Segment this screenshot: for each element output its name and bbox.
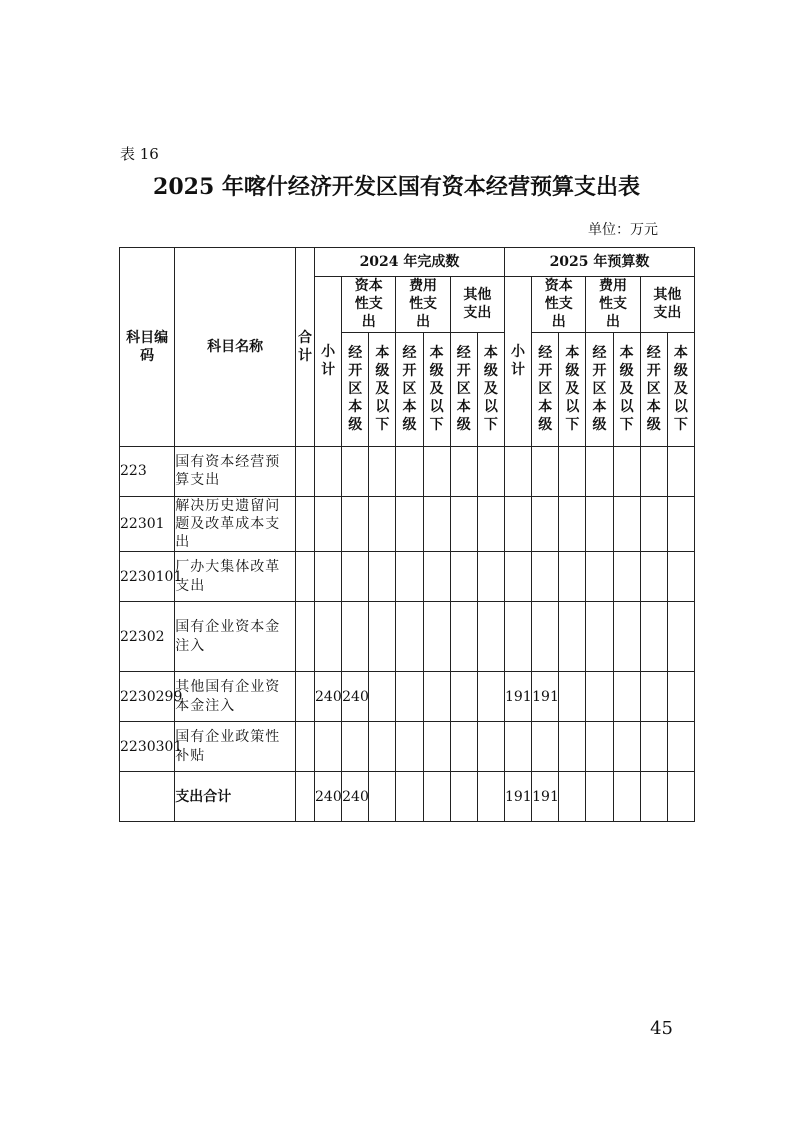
subject-code: 2230299: [120, 672, 175, 722]
value-cell-e25b: [613, 672, 640, 722]
value-cell-o25a: [640, 446, 667, 496]
value-cell-total: [295, 722, 314, 772]
header-zone-level: 经开区本级: [396, 332, 423, 446]
value-cell-e25b: [613, 552, 640, 602]
value-cell-e24b: [423, 722, 450, 772]
header-code: 科目编码: [120, 248, 175, 447]
value-cell-total: [295, 602, 314, 672]
value-cell-c24a: [342, 722, 369, 772]
header-zone-level: 经开区本级: [532, 332, 559, 446]
value-cell-total: [295, 672, 314, 722]
table-row: [120, 446, 695, 496]
value-cell-o24a: [450, 772, 477, 822]
value-cell-o25a: [640, 672, 667, 722]
value-cell-e25a: [586, 496, 613, 552]
value-cell-o25b: [667, 496, 694, 552]
value-cell-c25a: [532, 552, 559, 602]
value-cell-c25a: 191: [532, 772, 559, 822]
header-zone-level: 经开区本级: [586, 332, 613, 446]
header-2025: 2025 年预算数: [504, 248, 694, 277]
value-cell-o25a: [640, 496, 667, 552]
header-level-below: 本级及以下: [613, 332, 640, 446]
value-cell-s25: [504, 722, 531, 772]
value-cell-o24b: [477, 722, 504, 772]
value-cell-o25a: [640, 722, 667, 772]
budget-table: [119, 247, 695, 822]
table-row: [120, 496, 695, 552]
value-cell-o25b: [667, 602, 694, 672]
value-cell-e24b: [423, 672, 450, 722]
subject-code: [120, 772, 175, 822]
value-cell-e24a: [396, 446, 423, 496]
value-cell-e25a: [586, 446, 613, 496]
value-cell-o25b: [667, 672, 694, 722]
value-cell-s24: [315, 446, 342, 496]
value-cell-c24b: [369, 602, 396, 672]
value-cell-o25b: [667, 446, 694, 496]
value-cell-c25a: [532, 602, 559, 672]
value-cell-e24b: [423, 772, 450, 822]
value-cell-c25b: [559, 772, 586, 822]
value-cell-e25b: [613, 722, 640, 772]
value-cell-o24a: [450, 552, 477, 602]
subject-name: 国有资本经营预算支出: [175, 446, 296, 496]
value-cell-e25a: [586, 772, 613, 822]
value-cell-c24a: [342, 496, 369, 552]
value-cell-o24a: [450, 446, 477, 496]
value-cell-e24b: [423, 446, 450, 496]
value-cell-o24a: [450, 602, 477, 672]
subject-name: 厂办大集体改革支出: [175, 552, 296, 602]
value-cell-total: [295, 496, 314, 552]
subject-code: 22301: [120, 496, 175, 552]
header-level-below: 本级及以下: [423, 332, 450, 446]
header-name: 科目名称: [175, 248, 296, 447]
value-cell-s25: 191: [504, 772, 531, 822]
value-cell-s24: 240: [315, 672, 342, 722]
value-cell-o25a: [640, 552, 667, 602]
value-cell-e25a: [586, 722, 613, 772]
value-cell-c25a: [532, 496, 559, 552]
header-zone-level: 经开区本级: [342, 332, 369, 446]
value-cell-c25a: 191: [532, 672, 559, 722]
value-cell-c25a: [532, 446, 559, 496]
header-other-2025: 其他支出: [640, 277, 694, 333]
value-cell-e25b: [613, 772, 640, 822]
table-row: [120, 552, 695, 602]
value-cell-o25a: [640, 602, 667, 672]
header-total: 合计: [295, 248, 314, 447]
value-cell-c25b: [559, 722, 586, 772]
header-expense-2025: 费用性支出: [586, 277, 640, 333]
header-level-below: 本级及以下: [477, 332, 504, 446]
value-cell-o24a: [450, 672, 477, 722]
value-cell-c25b: [559, 496, 586, 552]
value-cell-c24b: [369, 446, 396, 496]
value-cell-c24a: 240: [342, 672, 369, 722]
value-cell-c25b: [559, 672, 586, 722]
header-other-2024: 其他支出: [450, 277, 504, 333]
value-cell-e25a: [586, 672, 613, 722]
header-capital-2025: 资本性支出: [532, 277, 586, 333]
header-subtotal-2025: 小计: [504, 277, 531, 447]
value-cell-c24a: 240: [342, 772, 369, 822]
value-cell-e24a: [396, 496, 423, 552]
value-cell-e24a: [396, 552, 423, 602]
header-level-below: 本级及以下: [559, 332, 586, 446]
header-capital-2024: 资本性支出: [342, 277, 396, 333]
value-cell-e25b: [613, 496, 640, 552]
value-cell-o24a: [450, 496, 477, 552]
value-cell-c25b: [559, 552, 586, 602]
value-cell-total: [295, 446, 314, 496]
value-cell-s25: [504, 446, 531, 496]
value-cell-e25b: [613, 446, 640, 496]
value-cell-o24b: [477, 446, 504, 496]
subject-code: 2230101: [120, 552, 175, 602]
value-cell-e24b: [423, 552, 450, 602]
value-cell-s24: [315, 496, 342, 552]
value-cell-c24a: [342, 602, 369, 672]
value-cell-o25b: [667, 772, 694, 822]
value-cell-c25a: [532, 722, 559, 772]
value-cell-o24b: [477, 496, 504, 552]
subject-name: 其他国有企业资本金注入: [175, 672, 296, 722]
value-cell-e24b: [423, 602, 450, 672]
header-subtotal-2024: 小计: [315, 277, 342, 447]
header-zone-level: 经开区本级: [450, 332, 477, 446]
subject-name: 解决历史遗留问题及改革成本支出: [175, 496, 296, 552]
table-row: [120, 722, 695, 772]
unit-label: 单位：万元: [588, 222, 658, 238]
header-level-below: 本级及以下: [369, 332, 396, 446]
total-row: [120, 772, 695, 822]
total-label: 支出合计: [175, 772, 296, 822]
value-cell-s25: [504, 552, 531, 602]
page-number: 45: [650, 1018, 673, 1039]
value-cell-e24b: [423, 496, 450, 552]
value-cell-e24a: [396, 672, 423, 722]
value-cell-s25: [504, 496, 531, 552]
subject-name: 国有企业资本金注入: [175, 602, 296, 672]
table-label: 表 16: [120, 145, 159, 163]
value-cell-e24a: [396, 772, 423, 822]
page-title: 2025 年喀什经济开发区国有资本经营预算支出表: [153, 174, 640, 200]
subject-code: 223: [120, 446, 175, 496]
value-cell-e25b: [613, 602, 640, 672]
value-cell-s25: 191: [504, 672, 531, 722]
header-expense-2024: 费用性支出: [396, 277, 450, 333]
value-cell-s24: [315, 552, 342, 602]
value-cell-c24b: [369, 772, 396, 822]
value-cell-o24b: [477, 772, 504, 822]
header-2024: 2024 年完成数: [315, 248, 505, 277]
value-cell-e24a: [396, 602, 423, 672]
table-row: [120, 672, 695, 722]
value-cell-o24b: [477, 552, 504, 602]
value-cell-total: [295, 552, 314, 602]
value-cell-total: [295, 772, 314, 822]
value-cell-o25b: [667, 722, 694, 772]
value-cell-o24a: [450, 722, 477, 772]
value-cell-s24: 240: [315, 772, 342, 822]
value-cell-o25a: [640, 772, 667, 822]
value-cell-o24b: [477, 602, 504, 672]
value-cell-c24a: [342, 552, 369, 602]
subject-code: 2230301: [120, 722, 175, 772]
value-cell-c24b: [369, 722, 396, 772]
value-cell-s24: [315, 602, 342, 672]
value-cell-c24b: [369, 672, 396, 722]
header-zone-level: 经开区本级: [640, 332, 667, 446]
subject-name: 国有企业政策性补贴: [175, 722, 296, 772]
table-row: [120, 602, 695, 672]
value-cell-e25a: [586, 552, 613, 602]
value-cell-s24: [315, 722, 342, 772]
header-level-below: 本级及以下: [667, 332, 694, 446]
value-cell-e24a: [396, 722, 423, 772]
value-cell-c25b: [559, 446, 586, 496]
value-cell-o25b: [667, 552, 694, 602]
value-cell-s25: [504, 602, 531, 672]
subject-code: 22302: [120, 602, 175, 672]
value-cell-e25a: [586, 602, 613, 672]
value-cell-o24b: [477, 672, 504, 722]
value-cell-c24a: [342, 446, 369, 496]
value-cell-c25b: [559, 602, 586, 672]
value-cell-c24b: [369, 552, 396, 602]
value-cell-c24b: [369, 496, 396, 552]
